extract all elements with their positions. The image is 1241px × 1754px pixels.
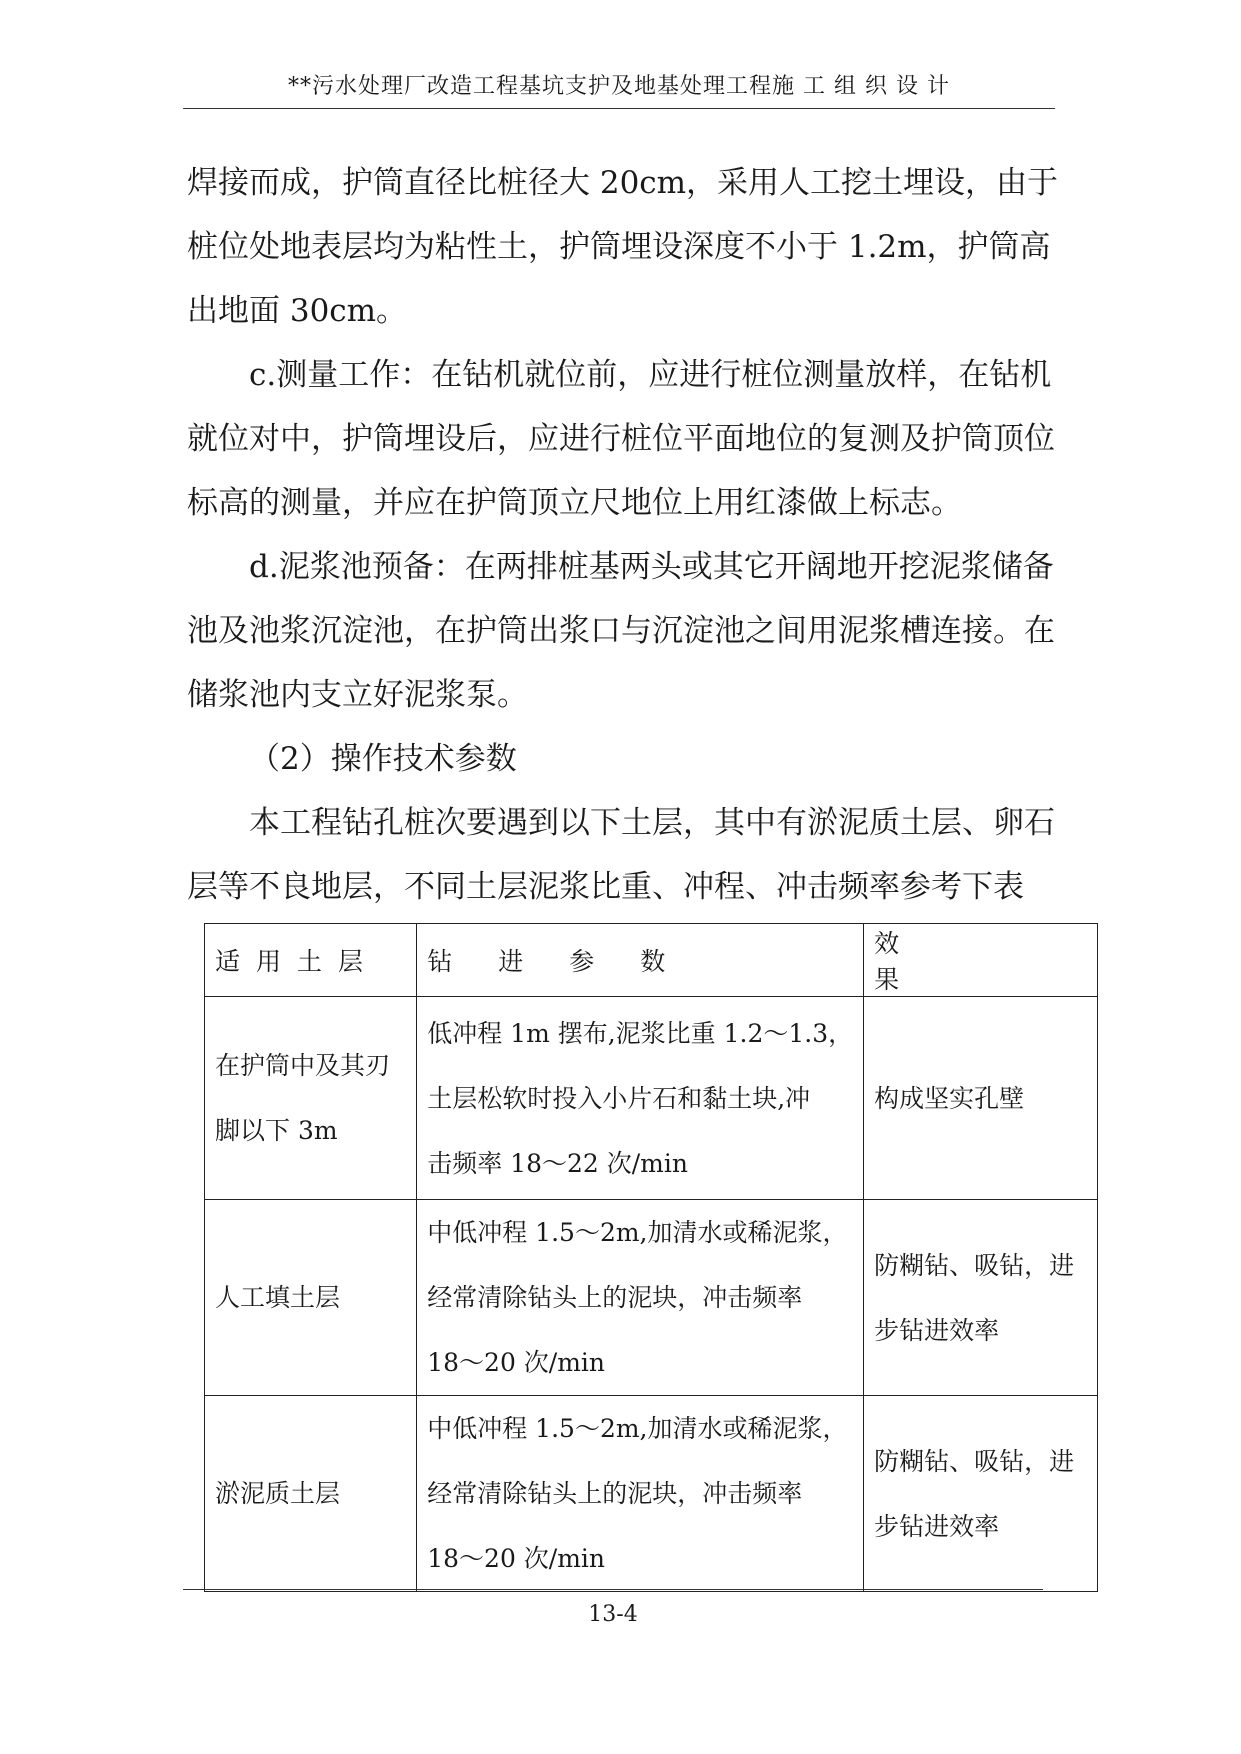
page-footer (183, 1589, 1043, 1627)
text-line: 储浆池内支立好泥浆泵。 (187, 677, 528, 713)
cell-line: 中低冲程 1.5～2m,加清水或稀泥浆， (427, 1414, 848, 1443)
table-row (205, 997, 1098, 1200)
cell-soil-layer (205, 1396, 417, 1592)
table-header-row (205, 924, 1098, 997)
cell-line: 中低冲程 1.5～2m,加清水或稀泥浆， (427, 1218, 848, 1247)
cell-drilling-params (417, 1396, 864, 1592)
cell-drilling-params (417, 1200, 864, 1396)
cell-line: 防糊钻、吸钻，进 (874, 1446, 1075, 1476)
cell-line: 18～20 次/min (427, 1544, 606, 1573)
text-line: c.测量工作：在钻机就位前，应进行桩位测量放样，在钻机 (249, 357, 1052, 393)
page-number: 13-4 (588, 1602, 638, 1627)
cell-drilling-params (417, 997, 864, 1200)
cell-soil-layer (205, 997, 417, 1200)
cell-line: 构成坚实孔壁 (874, 1083, 1025, 1113)
cell-line: 经常清除钻头上的泥块，冲击频率 (427, 1479, 803, 1508)
cell-line: 在护筒中及其刃 (215, 1051, 391, 1080)
cell-line: 淤泥质土层 (215, 1479, 341, 1508)
header-soil-layer: 适用土层 (205, 924, 417, 997)
text-line: 焊接而成，护筒直径比桩径大 20cm，采用人工挖土埋设，由于 (187, 165, 1059, 201)
document-title: **污水处理厂改造工程基坑支护及地基处理工程施 工 组 织 设 计 (288, 74, 950, 99)
cell-line: 土层松软时投入小片石和黏土块,冲 (427, 1083, 811, 1113)
cell-effect (864, 997, 1098, 1200)
text-line: 层等不良地层，不同土层泥浆比重、冲程、冲击频率参考下表 (187, 869, 1024, 905)
header-drilling-params: 钻进参数 (417, 924, 864, 997)
cell-line: 步钻进效率 (874, 1315, 1000, 1345)
text-line: 标高的测量，并应在护筒顶立尺地位上用红漆做上标志。 (187, 485, 962, 521)
cell-line: 18～20 次/min (427, 1348, 606, 1377)
text-line: 就位对中，护筒埋设后，应进行桩位平面地位的复测及护筒顶位 (187, 421, 1055, 457)
drilling-parameters-table (204, 923, 1098, 1592)
heading-line: （2）操作技术参数 (249, 741, 517, 777)
cell-effect (864, 1396, 1098, 1592)
cell-soil-layer (205, 1200, 417, 1396)
cell-line: 低冲程 1m 摆布,泥浆比重 1.2～1.3， (427, 1018, 854, 1048)
text-line: 本工程钻孔桩次要遇到以下土层，其中有淤泥质土层、卵石 (249, 805, 1055, 841)
cell-line: 步钻进效率 (874, 1511, 1000, 1541)
cell-line: 经常清除钻头上的泥块，冲击频率 (427, 1283, 803, 1312)
page-header (183, 72, 1055, 109)
text-line: d.泥浆池预备：在两排桩基两头或其它开阔地开挖泥浆储备 (249, 549, 1054, 585)
paragraph-mud-pool (187, 535, 1055, 727)
paragraph-casing (187, 151, 1059, 343)
table-row (205, 1200, 1098, 1396)
text-line: 出地面 30cm。 (187, 293, 408, 329)
cell-line: 防糊钻、吸钻，进 (874, 1250, 1075, 1280)
table-row (205, 1396, 1098, 1592)
paragraph-soil-layers (187, 791, 1055, 919)
cell-line: 击频率 18～22 次/min (427, 1148, 688, 1178)
section-heading (187, 727, 1049, 791)
paragraph-survey (187, 343, 1055, 535)
text-line: 池及池浆沉淀池，在护筒出浆口与沉淀池之间用泥浆槽连接。在 (187, 613, 1055, 649)
cell-line: 人工填土层 (215, 1283, 341, 1312)
body-text (187, 151, 1059, 919)
header-effect: 效果 (864, 924, 1098, 997)
cell-effect (864, 1200, 1098, 1396)
cell-line: 脚以下 3m (215, 1116, 338, 1145)
text-line: 桩位处地表层均为粘性土，护筒埋设深度不小于 1.2m，护筒高 (187, 229, 1051, 265)
